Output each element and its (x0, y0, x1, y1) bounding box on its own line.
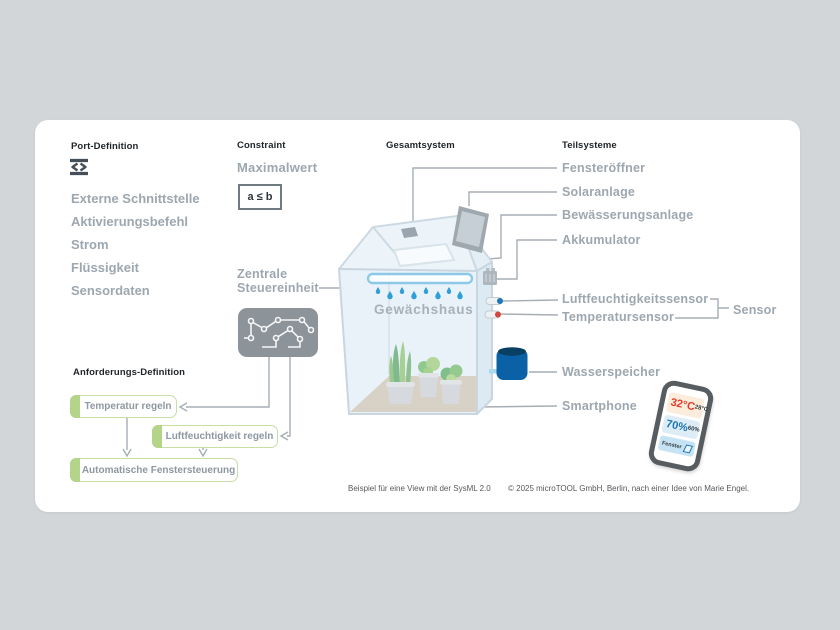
label-bewaesserungsanlage: Bewässerungsanlage (562, 208, 694, 222)
phone-humidity-outside: 60% (687, 425, 701, 434)
caption-copyright: © 2025 microTOOL GmbH, Berlin, nach einer Idee von Marie Engel. (508, 484, 750, 493)
connector-chip-to-luftfeuchtigkeit (287, 352, 290, 436)
requirement-automatische-fenstersteuerung: Automatische Fenstersteuerung (70, 458, 238, 482)
central-unit-label-line1: Zentrale (237, 267, 288, 281)
constraint-expression-box: a ≤ b (238, 184, 282, 210)
connector-solaranlage (469, 192, 557, 206)
arrowhead-left-temperatur (180, 403, 187, 411)
connector-akkumulator (497, 240, 557, 279)
port-item: Aktivierungsbefehl (71, 214, 189, 229)
port-item: Flüssigkeit (71, 260, 139, 275)
central-unit-label (237, 267, 319, 295)
sprinkler-pipe (368, 274, 472, 283)
connector-luftfeuchtigkeitssensor (503, 300, 558, 301)
label-sensor-group: Sensor (733, 303, 777, 317)
arrowhead-left-luftfeuchtigkeit (281, 432, 288, 440)
water-tank-icon (489, 347, 528, 380)
requirement-temperatur-regeln: Temperatur regeln (70, 395, 177, 418)
port-icon (70, 161, 88, 174)
window-open-icon (683, 444, 693, 453)
label-fensteroeffner: Fensteröffner (562, 161, 646, 175)
label-solaranlage: Solaranlage (562, 185, 636, 199)
connector-smartphone (480, 406, 557, 407)
requirement-luftfeuchtigkeit-regeln: Luftfeuchtigkeit regeln (152, 425, 278, 448)
constraint-name: Maximalwert (237, 160, 318, 175)
phone-window-label: Fenster (661, 439, 683, 451)
connector-chip-to-temperatur (186, 352, 269, 407)
label-akkumulator: Akkumulator (562, 233, 641, 247)
section-title-gesamtsystem: Gesamtsystem (386, 140, 455, 151)
temperature-sensor-icon (485, 311, 501, 318)
port-item: Strom (71, 237, 109, 252)
caption-example: Beispiel für eine View mit der SysML 2.0 (348, 484, 491, 493)
label-wasserspeicher: Wasserspeicher (562, 365, 661, 379)
label-temperatursensor: Temperatursensor (562, 310, 675, 324)
phone-temperature-value: 32°C (669, 396, 696, 414)
arrowhead-down-right (199, 449, 207, 456)
roof-window-flap (401, 227, 418, 238)
section-title-teilsysteme: Teilsysteme (562, 140, 617, 151)
port-item: Externe Schnittstelle (71, 191, 200, 206)
central-unit-label-line2: Steuereinheit (237, 281, 319, 295)
solar-panel (452, 206, 489, 253)
section-title-anforderungs-definition: Anforderungs-Definition (73, 367, 186, 378)
round-plant (440, 365, 463, 405)
phone-temperature-outside: 28°C (694, 404, 709, 414)
greenhouse-label: Gewächshaus (374, 302, 474, 317)
arrowhead-down-left (123, 449, 131, 456)
label-luftfeuchtigkeitssensor: Luftfeuchtigkeitssensor (562, 292, 709, 306)
port-item: Sensordaten (71, 283, 150, 298)
section-title-port-definition: Port-Definition (71, 141, 139, 152)
circuit-chip-icon (238, 308, 318, 357)
phone-humidity-value: 70% (664, 417, 689, 435)
humidity-sensor-icon (486, 298, 503, 305)
label-smartphone: Smartphone (562, 399, 637, 413)
connector-temperatursensor (501, 314, 558, 315)
section-title-constraint: Constraint (237, 140, 286, 151)
port-definition-list (71, 187, 200, 302)
